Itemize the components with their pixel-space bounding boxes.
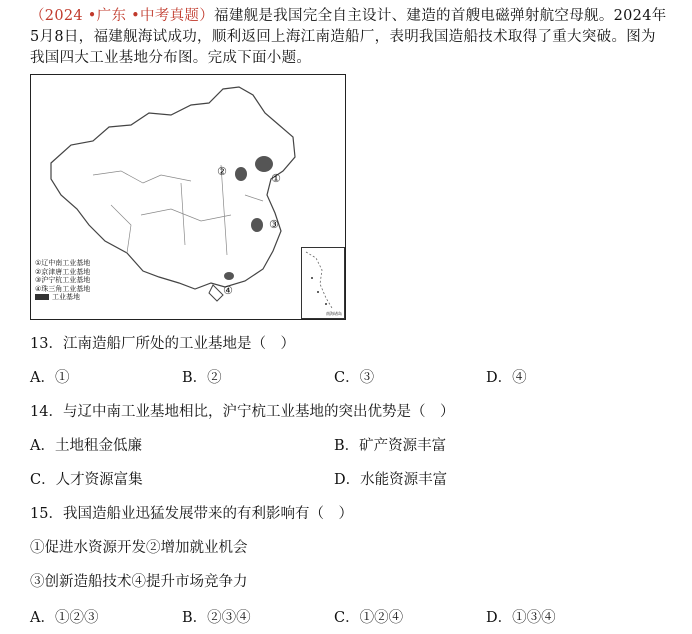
legend-item: ③沪宁杭工业基地 (35, 276, 91, 284)
q15-statements-1: ①促进水资源开发②增加就业机会 (30, 540, 248, 556)
inset-outline (302, 248, 344, 318)
legend-swatch (35, 294, 49, 300)
legend-item: ②京津唐工业基地 (35, 267, 91, 276)
question-14-stem: 14．与辽中南工业基地相比，沪宁杭工业基地的突出优势是（ ） (30, 404, 455, 420)
legend-item: ④珠三角工业基地 (35, 284, 91, 293)
source-tag: （2024 •广东 •中考真题） (30, 8, 215, 24)
q14-option-d: D．水能资源丰富 (334, 472, 448, 488)
intro-paragraph (30, 6, 670, 69)
q15-option-b: B．②③④ (182, 610, 251, 626)
base-zhusanjiao (224, 272, 234, 280)
base-jingjintang (235, 167, 247, 181)
q13-option-b: B．② (182, 370, 222, 386)
legend-item: ①辽中南工业基地 (35, 259, 91, 267)
q15-option-a: A．①②③ (30, 610, 99, 626)
marker-4: ④ (223, 284, 233, 297)
q14-option-a: A．土地租金低廉 (30, 438, 142, 454)
marker-1: ① (271, 172, 281, 185)
question-15-stem: 15．我国造船业迅猛发展带来的有利影响有（ ） (30, 506, 353, 522)
q13-option-a: A．① (30, 370, 70, 386)
base-liaozhongnan (255, 156, 273, 172)
q13-option-c: C．③ (334, 370, 375, 386)
marker-2: ② (217, 165, 227, 178)
intro-text: 福建舰是我国完全自主设计、建造的首艘电磁弹射航空母舰。2024年5月8日，福建舰海试成功，顺利返回上海江南造船厂，表明我国造船技术取得了重大突破。图为我国四大工业基地分布图。完成下面小题。 (30, 8, 667, 66)
q14-option-c: C．人才资源富集 (30, 472, 143, 488)
base-huningguang (251, 218, 263, 232)
q15-option-d: D．①③④ (486, 610, 556, 626)
q15-statements-2: ③创新造船技术④提升市场竞争力 (30, 574, 248, 590)
inset-caption: 南海诸岛 (326, 311, 342, 316)
map-legend (35, 259, 90, 302)
q13-option-d: D．④ (486, 370, 527, 386)
q14-option-b: B．矿产资源丰富 (334, 438, 447, 454)
q15-option-c: C．①②④ (334, 610, 404, 626)
south-china-sea-inset (301, 247, 345, 319)
legend-item: 工业基地 (35, 293, 90, 302)
question-13-stem: 13．江南造船厂所处的工业基地是（ ） (30, 336, 295, 352)
marker-3: ③ (269, 218, 279, 231)
china-map-figure (30, 74, 346, 320)
